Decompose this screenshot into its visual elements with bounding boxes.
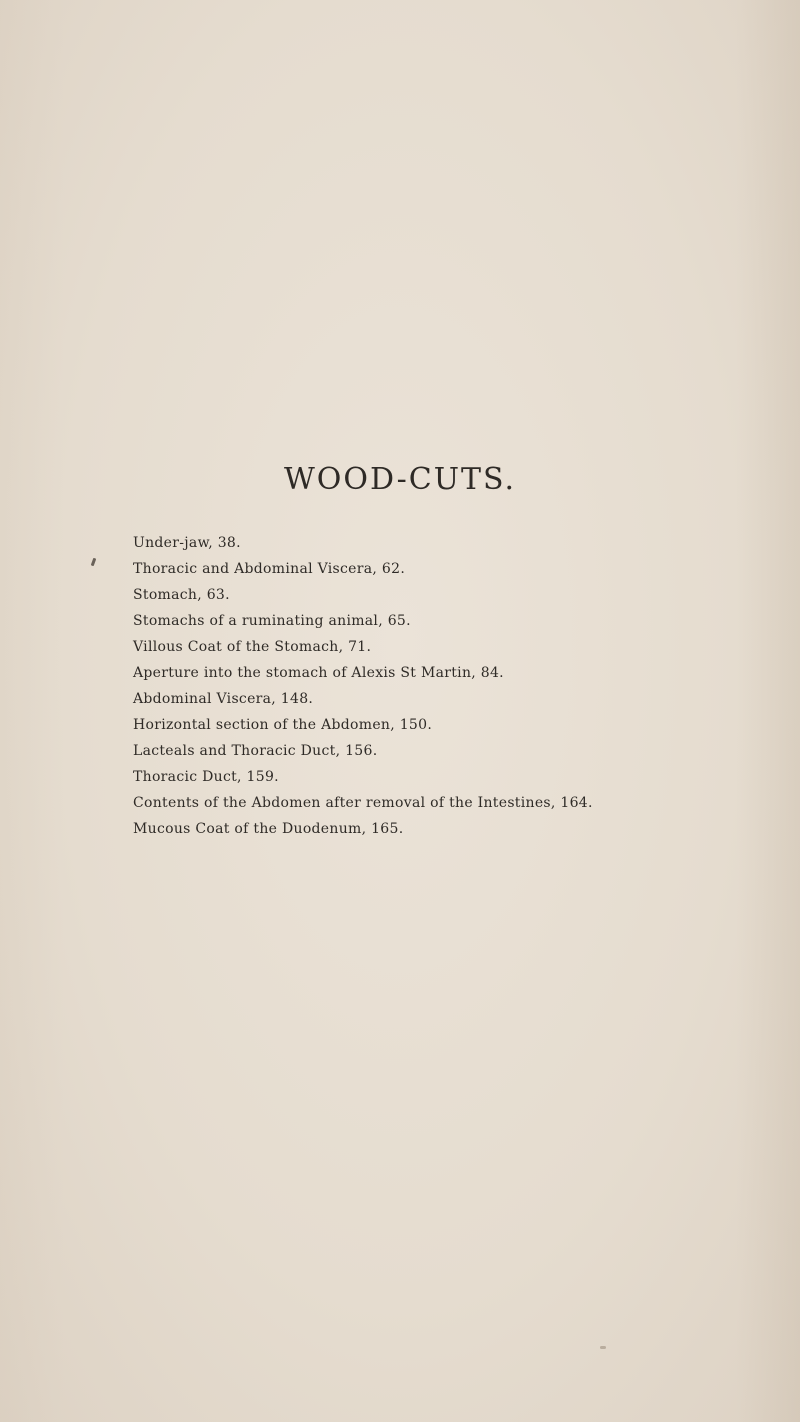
woodcut-list	[133, 530, 798, 842]
page-heading: WOOD-CUTS.	[283, 462, 517, 497]
margin-mark	[91, 558, 97, 567]
list-item: Villous Coat of the Stomach, 71.	[133, 639, 372, 655]
list-item: Under-jaw, 38.	[133, 535, 241, 551]
paper-speck	[600, 1346, 606, 1349]
list-item: Abdominal Viscera, 148.	[133, 691, 314, 707]
list-item: Contents of the Abdomen after removal of the Intestines, 164.	[133, 795, 593, 811]
list-item: Horizontal section of the Abdomen, 150.	[133, 717, 433, 733]
list-item: Thoracic Duct, 159.	[133, 769, 279, 785]
list-item: Thoracic and Abdominal Viscera, 62.	[133, 561, 406, 577]
list-item: Stomach, 63.	[133, 587, 230, 603]
list-item: Aperture into the stomach of Alexis St Martin, 84.	[133, 665, 504, 681]
list-item: Stomachs of a ruminating animal, 65.	[133, 613, 411, 629]
list-item: Mucous Coat of the Duodenum, 165.	[133, 821, 404, 837]
list-item: Lacteals and Thoracic Duct, 156.	[133, 743, 378, 759]
